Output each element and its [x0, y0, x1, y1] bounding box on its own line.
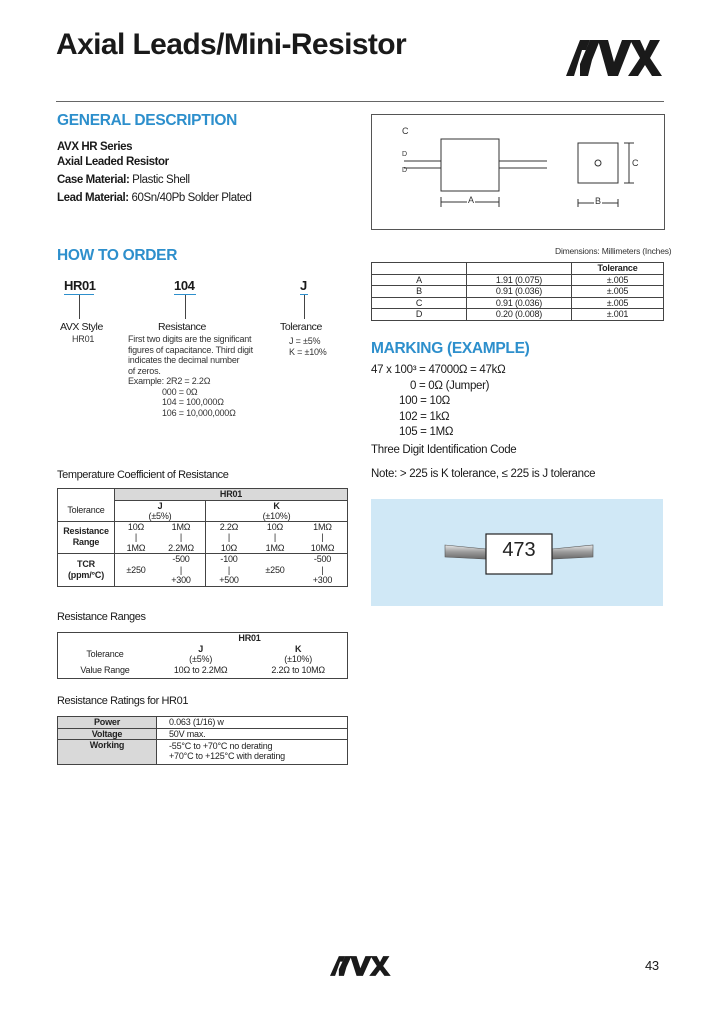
note-line: Note: > 225 is K tolerance, ≤ 225 is J tolerance: [371, 468, 596, 480]
order-code-tolerance: J: [300, 278, 307, 293]
tcr-table: [57, 488, 348, 587]
avx-logo: [566, 38, 664, 78]
ranges-j: J: [198, 643, 204, 654]
resistance-connector: [185, 295, 186, 319]
case-material-value: Plastic Shell: [129, 174, 190, 186]
range-top: 1MΩ: [171, 521, 191, 532]
ranges-k-header: [249, 644, 347, 665]
dimensions-caption: Dimensions: Millimeters (Inches): [555, 246, 672, 256]
case-material-label: Case Material:: [57, 174, 130, 186]
marking-line: 0 = 0Ω (Jumper): [410, 379, 490, 392]
range-bottom: 10MΩ: [310, 542, 335, 553]
dim-name: A: [372, 274, 467, 286]
lead-material-label: Lead Material:: [57, 192, 129, 204]
tcr-value-label: [58, 554, 115, 587]
tcr-value-cell: [206, 554, 253, 587]
marking-line: 105 = 1MΩ: [399, 426, 454, 438]
tcr-range-label-2: Range: [72, 537, 100, 548]
tcr-top: -500: [313, 554, 332, 564]
lead-material-value: 60Sn/40Pb Solder Plated: [128, 192, 252, 204]
style-connector: [79, 295, 80, 319]
tcr-value-cell: [157, 554, 206, 587]
working-label: Working: [58, 740, 157, 765]
resistor-outline-drawing: [372, 115, 664, 229]
table-row: [58, 728, 348, 740]
resistance-desc-line: of zeros.: [128, 365, 161, 376]
voltage-value: 50V max.: [157, 728, 348, 740]
ranges-value-label: Value Range: [80, 664, 130, 675]
tcr-table-title: Temperature Coefficient of Resistance: [57, 469, 229, 481]
ranges-table-title: Resistance Ranges: [57, 611, 146, 623]
dim-name: D: [372, 309, 467, 321]
how-to-order-heading: HOW TO ORDER: [57, 247, 178, 264]
tcr-hr01-header: HR01: [115, 489, 348, 501]
table-row: [372, 297, 664, 309]
range-sep: |: [227, 532, 231, 542]
ranges-j-value: 10Ω to 2.2MΩ: [173, 664, 228, 675]
marking-code: 473: [502, 539, 536, 561]
table-row: [58, 644, 348, 665]
power-value: 0.063 (1/16) w: [157, 717, 348, 729]
dim-tolerance: ±.001: [606, 309, 629, 319]
tcr-range-label-1: Resistance: [63, 526, 109, 537]
case-material: [57, 174, 190, 186]
tcr-top: -500: [172, 554, 190, 564]
tcr-range-cell: [157, 521, 206, 554]
marking-heading: MARKING (EXAMPLE): [371, 340, 530, 357]
resistance-description: [128, 334, 258, 418]
range-sep: |: [321, 532, 324, 542]
resistance-label: Resistance: [158, 321, 206, 333]
table-row: [58, 740, 348, 765]
tcr-j: J: [157, 500, 163, 511]
style-value: HR01: [72, 334, 95, 344]
range-top: 10Ω: [127, 521, 145, 532]
range-bottom: 2.2MΩ: [168, 542, 194, 553]
power-label: Power: [58, 717, 157, 729]
tcr-top: -100: [220, 554, 238, 564]
ratings-table: [57, 716, 348, 765]
table-row: [372, 274, 664, 286]
tcr-value-cell: ±250: [126, 564, 146, 575]
marking-line: 100 = 10Ω: [399, 395, 450, 407]
tolerance-desc-line: J = ±5%: [289, 336, 321, 346]
drawing-label-d1: D: [402, 151, 407, 158]
tcr-k: K: [273, 500, 280, 511]
resistance-desc-line: 104 = 100,000Ω: [162, 397, 224, 407]
range-top: 1MΩ: [313, 521, 332, 532]
tolerance-description: [289, 336, 327, 357]
dim-tolerance: ±.005: [606, 274, 629, 285]
ranges-j-pct: (±5%): [189, 654, 213, 664]
page-number: 43: [645, 958, 659, 973]
series-name: AVX HR Series: [57, 141, 133, 153]
dimensions-tolerance-header: Tolerance: [572, 263, 664, 275]
tolerance-desc-line: K = ±10%: [289, 346, 327, 357]
table-row: [58, 554, 348, 587]
table-row: [372, 286, 664, 298]
resistance-ranges-table: [57, 632, 348, 679]
avx-logo-icon: [566, 38, 664, 78]
tcr-range-cell: [252, 521, 298, 554]
tcr-label-1: TCR: [77, 558, 95, 569]
drawing-label-a: A: [468, 195, 474, 205]
tcr-bottom: +300: [312, 575, 333, 585]
table-row: [58, 717, 348, 729]
range-bottom: 10Ω: [220, 542, 238, 553]
marking-line: 47 x 100³ = 47000Ω = 47kΩ: [371, 364, 506, 376]
drawing-label-c: C: [402, 126, 409, 136]
tcr-range-label: [58, 521, 115, 554]
range-top: 10Ω: [266, 521, 284, 532]
ranges-hr01-header: HR01: [238, 633, 261, 643]
id-code-text: [371, 444, 516, 456]
dim-tolerance: ±.005: [606, 297, 629, 308]
tcr-sep: |: [321, 564, 324, 575]
ranges-j-header: [152, 644, 249, 665]
tcr-bottom: +500: [219, 575, 239, 585]
general-description-heading: GENERAL DESCRIPTION: [57, 112, 238, 129]
table-row: [58, 665, 348, 679]
table-row: [58, 500, 348, 521]
drawing-label-c-side: C: [632, 158, 639, 168]
marking-example: [371, 363, 505, 441]
table-row: [58, 521, 348, 554]
tcr-j-pct: (±5%): [148, 510, 172, 521]
tolerance-connector: [304, 295, 305, 319]
drawing-label-b: B: [595, 196, 601, 206]
ranges-k: K: [295, 643, 302, 654]
ratings-table-title: Resistance Ratings for HR01: [57, 695, 189, 707]
table-row: [372, 263, 664, 275]
table-row: [372, 309, 664, 321]
dimension-drawing: [371, 114, 665, 230]
tcr-value-cell: ±250: [265, 564, 285, 575]
product-name: Axial Leaded Resistor: [57, 156, 169, 168]
voltage-label: Voltage: [58, 728, 157, 740]
working-line: +70°C to +125°C with derating: [169, 751, 285, 761]
ranges-k-value: 2.2Ω to 10MΩ: [271, 664, 325, 675]
drawing-label-d2: D: [402, 167, 407, 174]
dim-value: 0.91 (0.036): [467, 297, 572, 309]
range-bottom: 1MΩ: [265, 542, 285, 553]
tcr-sep: |: [179, 564, 183, 575]
ranges-tolerance-label: Tolerance: [86, 648, 124, 659]
table-row: [58, 489, 348, 501]
dim-tolerance: ±.005: [606, 286, 629, 296]
header-rule: [56, 101, 664, 102]
resistance-desc-line: 000 = 0Ω: [162, 386, 198, 397]
dim-value: 1.91 (0.075): [467, 274, 572, 286]
working-line: -55°C to +70°C no derating: [169, 740, 273, 751]
range-bottom: 1MΩ: [126, 542, 146, 553]
marking-line: 102 = 1kΩ: [399, 410, 450, 423]
tcr-bottom: +300: [171, 575, 191, 585]
style-label: AVX Style: [60, 321, 103, 333]
tcr-k-pct: (±10%): [262, 510, 291, 521]
dim-name: C: [372, 297, 467, 309]
id-code-line: Three Digit Identification Code: [371, 444, 517, 456]
range-sep: |: [273, 532, 277, 542]
resistance-desc-line: First two digits are the significant: [128, 334, 252, 344]
tcr-value-cell: [298, 554, 348, 587]
ranges-k-pct: (±10%): [284, 654, 313, 664]
tolerance-label: Tolerance: [280, 321, 322, 333]
tcr-k-header: [206, 500, 348, 521]
table-row: [58, 633, 348, 644]
dimensions-table: [371, 262, 664, 321]
footer-avx-logo: [330, 955, 392, 977]
working-value: [157, 740, 348, 765]
footer-logo-icon: [330, 955, 392, 977]
resistance-desc-line: Example: 2R2 = 2.2Ω: [128, 376, 211, 386]
page-title: Axial Leads/Mini-Resistor: [56, 28, 407, 61]
resistance-desc-line: indicates the decimal number: [128, 355, 240, 365]
tcr-label-2: (ppm/°C): [68, 569, 104, 580]
order-code-style: HR01: [64, 278, 96, 293]
tcr-range-cell: [115, 521, 158, 554]
range-sep: |: [179, 532, 183, 542]
tcr-j-header: [115, 500, 206, 521]
tcr-tolerance-label: Tolerance: [58, 500, 115, 521]
tcr-range-cell: [298, 521, 348, 554]
tolerance-note: [371, 468, 595, 480]
marking-example-panel: [371, 499, 663, 606]
dim-value: 0.91 (0.036): [467, 286, 572, 298]
range-sep: |: [134, 532, 138, 542]
resistance-desc-line: figures of capacitance. Third digit: [128, 344, 253, 355]
tcr-range-cell: [206, 521, 253, 554]
lead-material: [57, 192, 251, 204]
dim-value: 0.20 (0.008): [467, 309, 572, 321]
tcr-sep: |: [227, 564, 231, 575]
range-top: 2.2Ω: [219, 521, 239, 532]
order-code-resistance: 104: [174, 278, 195, 293]
dim-name: B: [372, 286, 467, 298]
resistance-desc-line: 106 = 10,000,000Ω: [162, 407, 236, 418]
